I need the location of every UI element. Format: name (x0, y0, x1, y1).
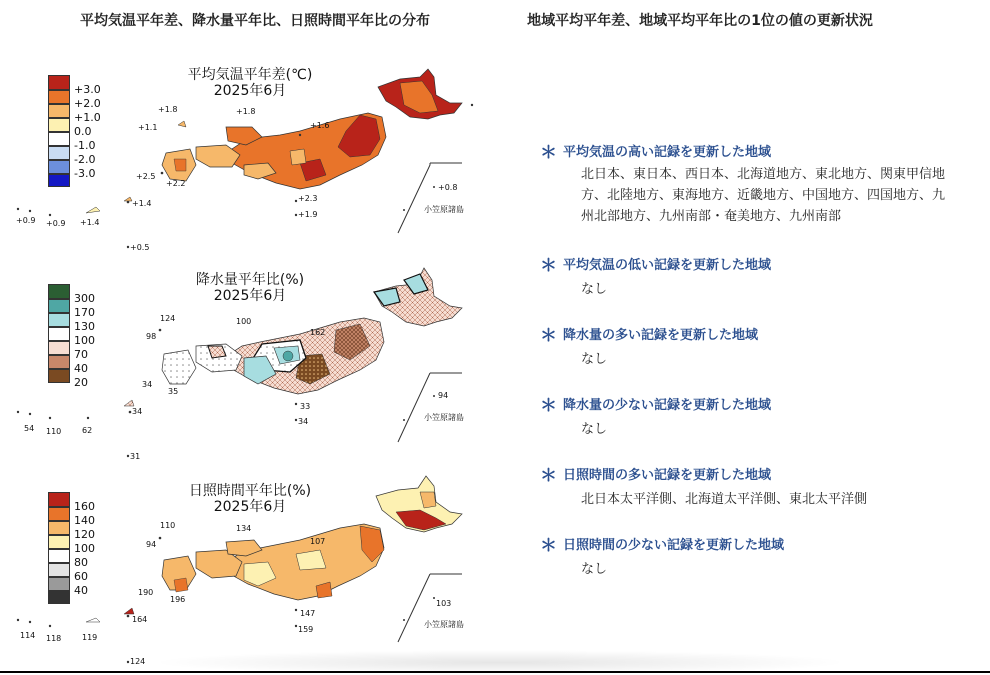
legend-swatch (48, 521, 70, 535)
record-body: 北日本太平洋側、北海道太平洋側、東北太平洋側 (581, 492, 868, 507)
temperature-map-panel (0, 55, 510, 260)
station-value: 35 (168, 387, 179, 396)
station-value: 31 (130, 452, 141, 461)
legend-label: 40 (74, 362, 88, 375)
legend-swatch (48, 327, 70, 341)
legend-label: -3.0 (74, 167, 96, 180)
bottom-divider (0, 671, 990, 673)
station-value: 134 (236, 524, 252, 533)
legend-swatch (48, 535, 70, 549)
station-value: +2.2 (166, 179, 186, 188)
record-body: 北日本、東日本、西日本、北海道地方、東北地方、関東甲信地方、北陸地方、東海地方、近畿地方、中国地方、四国地方、九州北部地方、九州南部・奄美地方、九州南部 (581, 167, 946, 224)
legend-label: 120 (74, 528, 95, 541)
asterisk-icon: ＊ (540, 536, 557, 556)
station-value: +1.8 (158, 105, 178, 114)
legend-swatch (48, 341, 70, 355)
asterisk-icon: ＊ (540, 256, 557, 276)
legend-label: 300 (74, 292, 95, 305)
station-value: 103 (436, 599, 452, 608)
legend-label: 20 (74, 376, 88, 389)
legend-swatch (48, 492, 70, 507)
legend-label: 140 (74, 514, 95, 527)
station-value: 100 (236, 317, 252, 326)
map-title: 日照時間平年比(%) (188, 483, 312, 499)
legend-swatch (48, 591, 70, 604)
legend-label: 160 (74, 500, 95, 513)
station-value: 34 (142, 380, 153, 389)
record-heading: ＊ 日照時間の少ない記録を更新した地域 (540, 536, 785, 556)
legend-label: 100 (74, 542, 95, 555)
legend-label: -2.0 (74, 153, 96, 166)
legend-label: 130 (74, 320, 95, 333)
station-value: 110 (46, 427, 62, 436)
ogasawara-label: 小笠原諸島 (424, 620, 464, 629)
station-value: 94 (438, 391, 449, 400)
legend-label: 70 (74, 348, 88, 361)
station-value: +0.9 (46, 219, 66, 228)
record-heading: ＊ 降水量の多い記録を更新した地域 (540, 326, 759, 346)
station-value: +1.9 (298, 210, 318, 219)
map-title: 降水量平年比(%) (195, 272, 305, 288)
legend-swatch (48, 118, 70, 132)
legend-label: +2.0 (74, 97, 101, 110)
legend-swatch (48, 369, 70, 383)
station-value: 147 (300, 609, 316, 618)
station-value: 190 (138, 588, 154, 597)
station-value: 94 (146, 540, 157, 549)
station-value: 62 (82, 426, 93, 435)
legend-swatch (48, 355, 70, 369)
map-subtitle: 2025年6月 (213, 288, 287, 304)
station-value: 110 (160, 521, 176, 530)
station-value: +0.9 (16, 216, 36, 225)
legend-label: 100 (74, 334, 95, 347)
legend-swatch (48, 313, 70, 327)
station-value: 34 (132, 407, 143, 416)
station-value: 34 (298, 417, 309, 426)
legend-label: 170 (74, 306, 95, 319)
legend-swatch (48, 507, 70, 521)
legend-label: -1.0 (74, 139, 96, 152)
sunshine-map-panel (0, 470, 510, 675)
legend-swatch (48, 132, 70, 146)
station-value: +2.5 (136, 172, 156, 181)
record-body: なし (581, 562, 608, 577)
record-heading: ＊ 平均気温の低い記録を更新した地域 (540, 256, 772, 276)
station-value: +1.1 (138, 123, 158, 132)
legend-swatch (48, 90, 70, 104)
station-value: +2.3 (298, 194, 318, 203)
map-subtitle: 2025年6月 (213, 499, 287, 515)
station-value: +1.6 (310, 121, 330, 130)
station-value: 159 (298, 625, 314, 634)
record-heading: ＊ 平均気温の高い記録を更新した地域 (540, 143, 772, 163)
legend-label: 40 (74, 584, 88, 597)
precipitation-map-panel (0, 260, 510, 465)
station-value: +0.5 (130, 243, 150, 252)
station-value: 164 (132, 615, 148, 624)
legend-swatch (48, 174, 70, 187)
station-value: 162 (310, 328, 326, 337)
station-value: +1.8 (236, 107, 256, 116)
asterisk-icon: ＊ (540, 396, 557, 416)
legend-swatch (48, 160, 70, 174)
legend-swatch (48, 284, 70, 299)
station-value: 196 (170, 595, 186, 604)
asterisk-icon: ＊ (540, 143, 557, 163)
ogasawara-label: 小笠原諸島 (424, 413, 464, 422)
station-value: 33 (300, 402, 311, 411)
legend-swatch (48, 146, 70, 160)
map-subtitle: 2025年6月 (213, 83, 287, 99)
station-value: 118 (46, 634, 62, 643)
legend-swatch (48, 299, 70, 313)
record-body: なし (581, 422, 608, 437)
legend-label: +3.0 (74, 83, 101, 96)
station-value: 124 (130, 657, 146, 666)
legend-swatch (48, 563, 70, 577)
record-status-title: 地域平均平年差、地域平均平年比の1位の値の更新状況 (527, 13, 873, 29)
ogasawara-label: 小笠原諸島 (424, 205, 464, 214)
record-body: なし (581, 352, 608, 367)
station-value: +0.8 (438, 183, 458, 192)
asterisk-icon: ＊ (540, 326, 557, 346)
station-value: +1.4 (132, 199, 152, 208)
record-heading: ＊ 降水量の少ない記録を更新した地域 (540, 396, 772, 416)
station-value: 124 (160, 314, 176, 323)
legend-label: +1.0 (74, 111, 101, 124)
legend-label: 0.0 (74, 125, 92, 138)
legend-swatch (48, 104, 70, 118)
legend-swatch (48, 75, 70, 90)
legend-label: 60 (74, 570, 88, 583)
station-value: 119 (82, 633, 98, 642)
map-title: 平均気温平年差(℃) (187, 67, 313, 83)
asterisk-icon: ＊ (540, 466, 557, 486)
station-value: 98 (146, 332, 157, 341)
record-body: なし (581, 282, 608, 297)
station-value: 114 (20, 631, 36, 640)
legend-swatch (48, 577, 70, 591)
station-value: 54 (24, 424, 35, 433)
legend-swatch (48, 549, 70, 563)
station-value: 107 (310, 537, 326, 546)
record-heading: ＊ 日照時間の多い記録を更新した地域 (540, 466, 772, 486)
legend-label: 80 (74, 556, 88, 569)
station-value: +1.4 (80, 218, 100, 227)
distribution-title: 平均気温平年差、降水量平年比、日照時間平年比の分布 (80, 13, 430, 29)
